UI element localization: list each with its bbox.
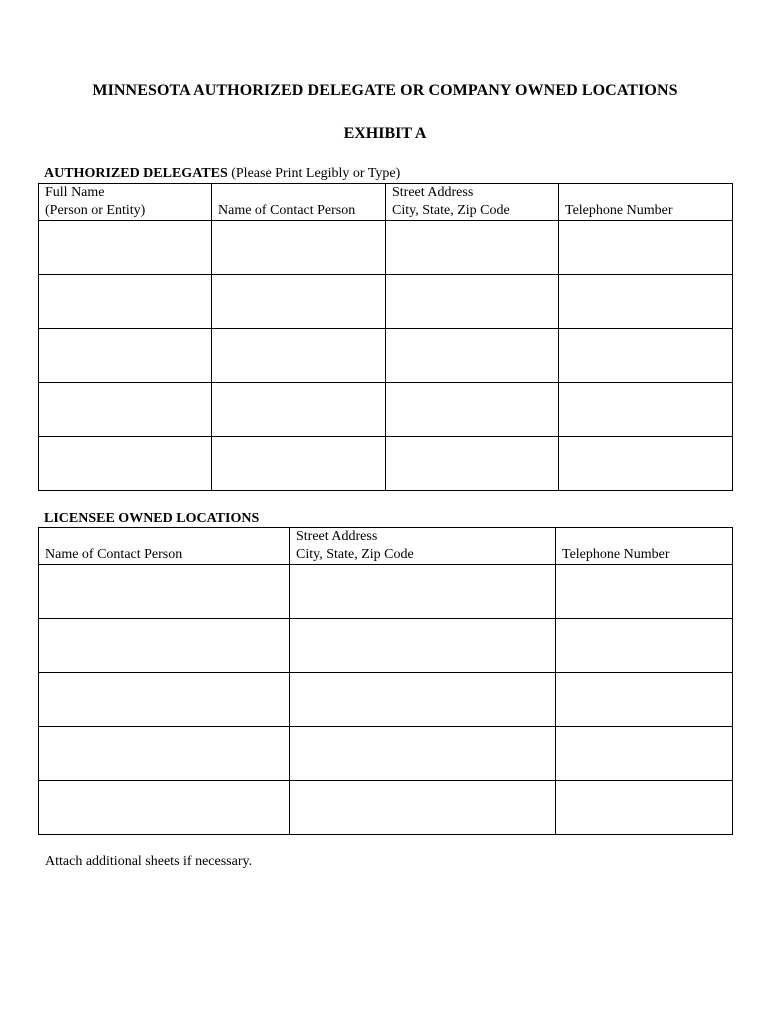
column-header-line2: Telephone Number bbox=[565, 203, 673, 218]
telephone-cell[interactable] bbox=[559, 329, 733, 383]
column-header-line2: Name of Contact Person bbox=[218, 203, 356, 218]
column-header-line2: (Person or Entity) bbox=[45, 203, 146, 218]
column-header-line1: Street Address bbox=[392, 185, 474, 200]
contact-person-cell[interactable] bbox=[39, 781, 290, 835]
telephone-cell[interactable] bbox=[556, 673, 733, 727]
column-header-line2: Telephone Number bbox=[562, 547, 670, 562]
licensee-locations-heading-bold: LICENSEE OWNED LOCATIONS bbox=[44, 511, 260, 526]
authorized-delegates-heading-bold: AUTHORIZED DELEGATES bbox=[44, 166, 228, 181]
table-row bbox=[39, 329, 733, 383]
street-address-cell[interactable] bbox=[386, 437, 559, 491]
contact-person-cell[interactable] bbox=[212, 221, 386, 275]
licensee-locations-header-row bbox=[39, 528, 733, 565]
column-header-line1: Full Name bbox=[45, 185, 105, 200]
street-address-cell[interactable] bbox=[290, 619, 556, 673]
contact-person-cell[interactable] bbox=[39, 673, 290, 727]
street-address-cell[interactable] bbox=[386, 383, 559, 437]
telephone-cell[interactable] bbox=[559, 275, 733, 329]
contact-person-cell[interactable] bbox=[212, 275, 386, 329]
telephone-cell[interactable] bbox=[556, 565, 733, 619]
full-name-cell[interactable] bbox=[39, 383, 212, 437]
column-header-line1: Street Address bbox=[296, 529, 378, 544]
telephone-cell[interactable] bbox=[559, 221, 733, 275]
contact-person-cell[interactable] bbox=[39, 727, 290, 781]
column-header-line2: City, State, Zip Code bbox=[296, 547, 414, 562]
telephone-cell[interactable] bbox=[559, 383, 733, 437]
street-address-cell[interactable] bbox=[386, 221, 559, 275]
street-address-cell[interactable] bbox=[386, 275, 559, 329]
contact-person-cell[interactable] bbox=[212, 329, 386, 383]
telephone-cell[interactable] bbox=[559, 437, 733, 491]
contact-person-cell[interactable] bbox=[212, 437, 386, 491]
telephone-cell[interactable] bbox=[556, 619, 733, 673]
table-row bbox=[39, 383, 733, 437]
document-title: MINNESOTA AUTHORIZED DELEGATE OR COMPANY OWNED LOCATIONS bbox=[92, 82, 678, 99]
contact-person-cell[interactable] bbox=[212, 383, 386, 437]
telephone-cell[interactable] bbox=[556, 781, 733, 835]
table-row bbox=[39, 221, 733, 275]
column-header-telephone bbox=[556, 528, 733, 565]
column-header-contact-person bbox=[212, 184, 386, 221]
table-row bbox=[39, 275, 733, 329]
table-row bbox=[39, 565, 733, 619]
street-address-cell[interactable] bbox=[290, 781, 556, 835]
street-address-cell[interactable] bbox=[290, 727, 556, 781]
document-subtitle: EXHIBIT A bbox=[343, 125, 427, 142]
column-header-contact-person bbox=[39, 528, 290, 565]
authorized-delegates-heading-note: (Please Print Legibly or Type) bbox=[227, 166, 401, 181]
contact-person-cell[interactable] bbox=[39, 619, 290, 673]
contact-person-cell[interactable] bbox=[39, 565, 290, 619]
column-header-full-name bbox=[39, 184, 212, 221]
street-address-cell[interactable] bbox=[290, 565, 556, 619]
street-address-cell[interactable] bbox=[386, 329, 559, 383]
column-header-street-address bbox=[290, 528, 556, 565]
licensee-locations-table bbox=[38, 527, 733, 835]
column-header-line2: City, State, Zip Code bbox=[392, 203, 510, 218]
full-name-cell[interactable] bbox=[39, 437, 212, 491]
table-row bbox=[39, 673, 733, 727]
table-row bbox=[39, 437, 733, 491]
column-header-line2: Name of Contact Person bbox=[45, 547, 183, 562]
telephone-cell[interactable] bbox=[556, 727, 733, 781]
street-address-cell[interactable] bbox=[290, 673, 556, 727]
table-row bbox=[39, 619, 733, 673]
full-name-cell[interactable] bbox=[39, 329, 212, 383]
full-name-cell[interactable] bbox=[39, 275, 212, 329]
table-row bbox=[39, 727, 733, 781]
licensee-locations-heading bbox=[44, 511, 259, 527]
table-row bbox=[39, 781, 733, 835]
authorized-delegates-heading bbox=[44, 166, 400, 182]
footer-note: Attach additional sheets if necessary. bbox=[45, 854, 253, 869]
authorized-delegates-header-row bbox=[39, 184, 733, 221]
full-name-cell[interactable] bbox=[39, 221, 212, 275]
column-header-street-address bbox=[386, 184, 559, 221]
authorized-delegates-table bbox=[38, 183, 733, 491]
column-header-telephone bbox=[559, 184, 733, 221]
